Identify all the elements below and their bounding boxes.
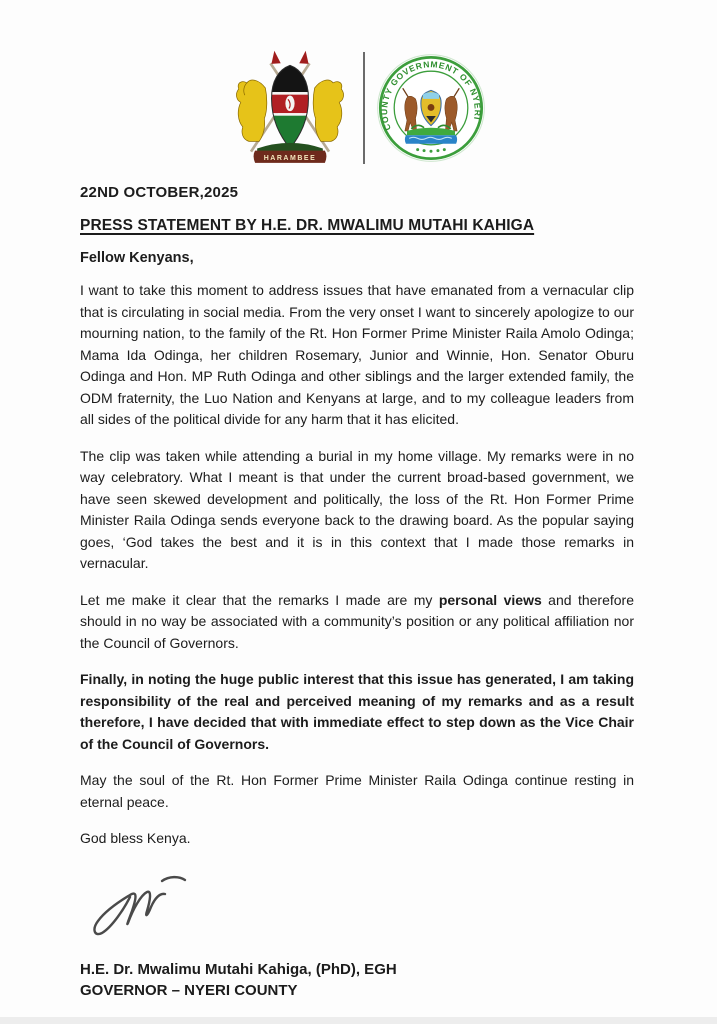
salutation: Fellow Kenyans, xyxy=(80,250,194,266)
signature-area xyxy=(86,865,634,951)
signer-title: GOVERNOR – NYERI COUNTY xyxy=(80,981,298,999)
signature-scribble xyxy=(86,865,226,947)
page-bottom-edge xyxy=(0,1017,717,1024)
signer-name-block xyxy=(80,959,634,1001)
seal-ring-text: COUNTY GOVERNMENT OF NYERI xyxy=(379,59,483,132)
personal-views-bold: personal views xyxy=(438,591,542,608)
logo-divider xyxy=(363,52,365,164)
paragraph-personal-views-start: Let me make it clear that the remarks I made are my xyxy=(80,591,439,608)
paragraph-apology: I want to take this moment to address issues that have emanated from a vernacular clip that is circulating in social media. From the very onset I want to sincerely apologize to our mourning nation, to the family of the Rt. Hon Former Prime Minister Raila Amolo Odinga; Mama Ida Odinga, her children Rosemary, Junior and Winnie, Hon. Senator Oburu Odinga and Hon. MP Ruth Odinga and other siblings and the larger extended family, the ODM fraternity, the Luo Nation and Kenyans at large, and to my colleague leaders from all sides of the political divide for any harm that it has elicited. xyxy=(80,282,634,427)
header-logos xyxy=(80,48,634,168)
kenya-coat-of-arms-icon xyxy=(227,49,353,167)
paragraph-clip-context: The clip was taken while attending a burial in my home village. My remarks were in no way celebratory. What I meant is that under the current broad-based government, we have seen skewed development and politically, the loss of the Rt. Hon Former Prime Minister Raila Odinga sends everyone back to the drawing board. As the popular saying goes, ‘God takes the best and it is in this context that I made those remarks in vernacular. xyxy=(80,447,634,571)
paragraph-god-bless: God bless Kenya. xyxy=(80,830,191,846)
signer-name: H.E. Dr. Mwalimu Mutahi Kahiga, (PhD), EGH xyxy=(80,960,397,978)
paragraph-personal-views-end: and therefore should in no way be associated with a community’s position or any political affiliation nor the Council of Governors. xyxy=(80,591,635,651)
paragraph-condolence: May the soul of the Rt. Hon Former Prime Minister Raila Odinga continue resting in eternal peace. xyxy=(80,772,634,810)
paragraph-step-down: Finally, in noting the huge public interest that this issue has generated, I am taking responsibility of the real and perceived meaning of my remarks and as a result therefore, I have decided that with immediate effect to step down as the Vice Chair of the Council of Governors. xyxy=(80,671,634,752)
nyeri-county-seal-icon xyxy=(375,52,487,164)
paragraph-personal-views xyxy=(80,590,634,655)
statement-date: 22ND OCTOBER,2025 xyxy=(80,184,239,201)
statement-heading: PRESS STATEMENT BY H.E. DR. MWALIMU MUTAHI KAHIGA xyxy=(80,217,535,234)
harambee-motto-text: HARAMBEE xyxy=(263,154,317,162)
